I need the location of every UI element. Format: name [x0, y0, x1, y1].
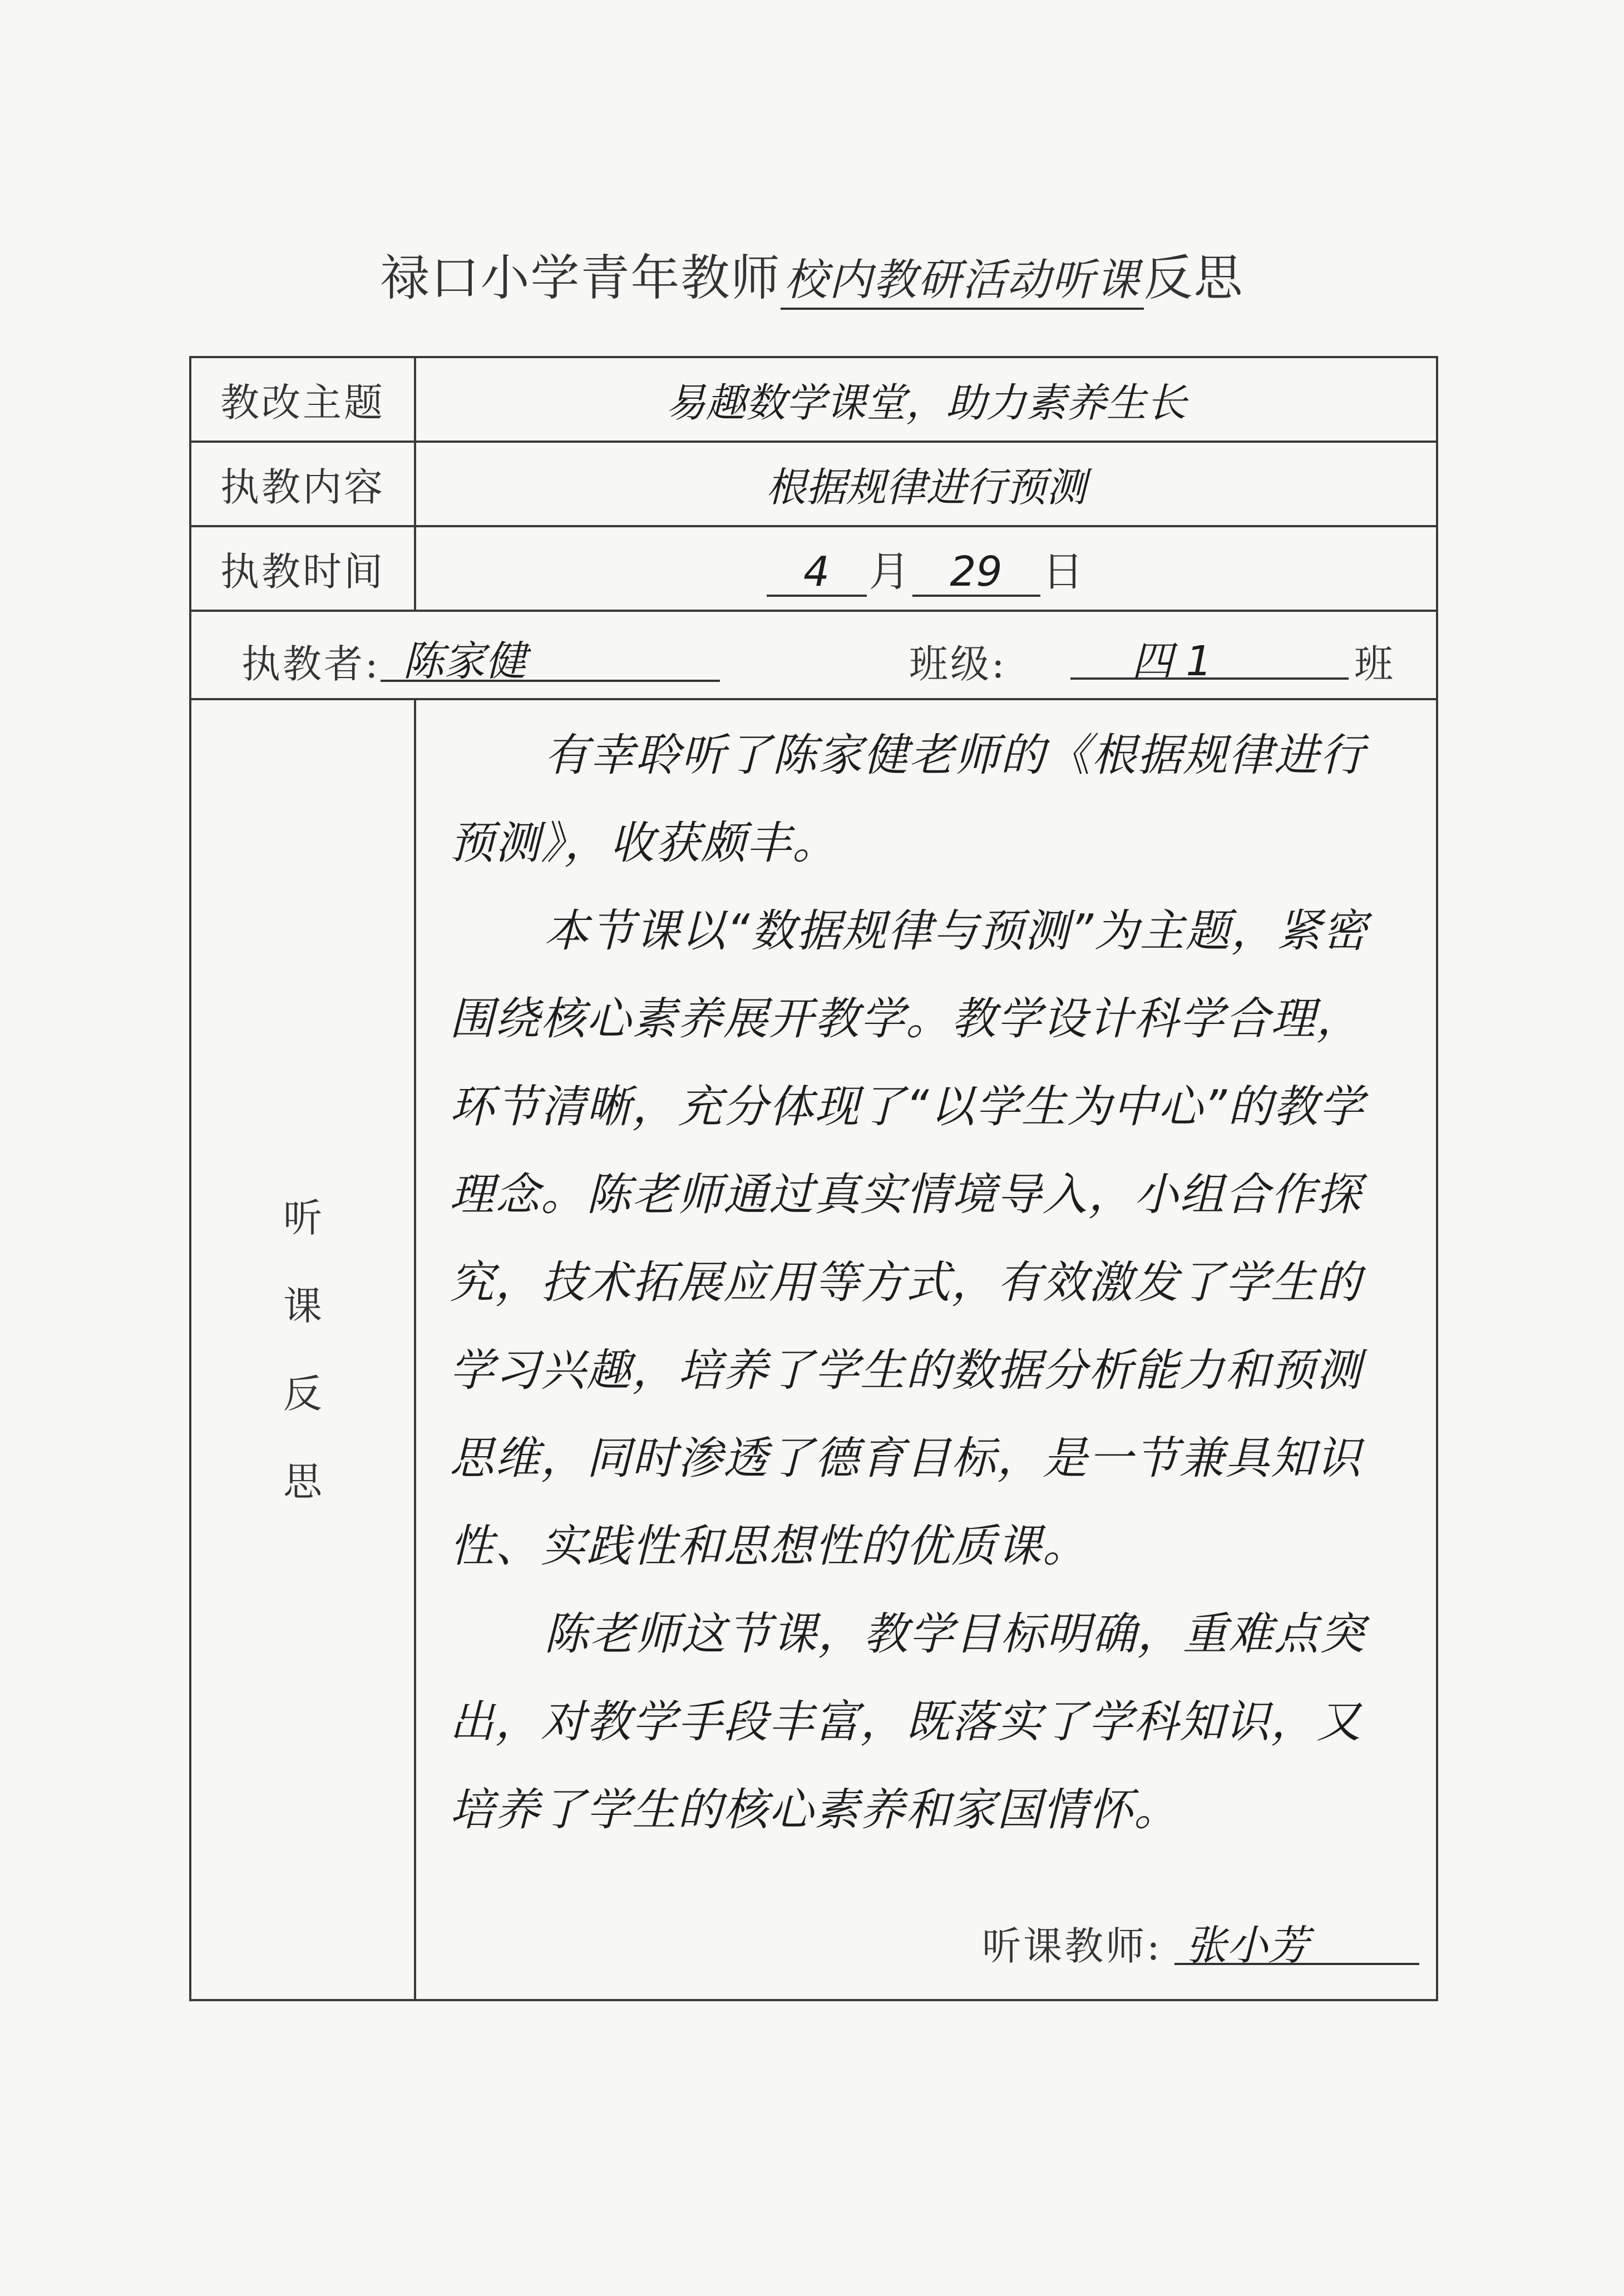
- teaching-time-label: 执教时间: [190, 526, 415, 611]
- row-teaching-content: [190, 442, 1437, 526]
- reflection-form-table: [189, 356, 1438, 2001]
- reflection-paragraph: 有幸聆听了陈家健老师的《根据规律进行预测》，收获颇丰。: [450, 729, 1365, 869]
- title-prefix: 禄口小学青年教师: [380, 249, 781, 306]
- class-value: 四 1: [1070, 629, 1349, 680]
- observer-value: 张小芳: [1174, 1913, 1419, 1965]
- teaching-content-label: 执教内容: [190, 442, 415, 526]
- month-value: 4: [767, 548, 867, 597]
- teaching-time-value: [415, 526, 1437, 611]
- reflection-paragraph: 陈老师这节课，教学目标明确，重难点突出，对教学手段丰富，既落实了学科知识，又培养了学生的核心素养和家国情怀。: [450, 1608, 1365, 1835]
- reflection-label-char: 反: [283, 1370, 322, 1417]
- row-teaching-time: [190, 526, 1437, 611]
- teacher-value: 陈家健: [381, 629, 720, 682]
- reflection-paragraph: 本节课以“数据规律与预测”为主题，紧密围绕核心素养展开教学。教学设计科学合理，环节清晰，充分体现了“以学生为中心”的教学理念。陈老师通过真实情境导入，小组合作探究，技术拓展应用等方式，有效激发了学生的学习兴趣，培养了学生的数据分析能力和预测思维，同时渗透了德育目标，是一节兼具知识性、实践性和思想性的优质课。: [450, 905, 1368, 1572]
- observer-label: 听课教师:: [982, 1923, 1162, 1969]
- teacher-class-cell: [190, 611, 1437, 699]
- reform-theme-value: 易趣数学课堂，助力素养生长: [415, 357, 1437, 442]
- class-suffix: 班: [1354, 641, 1393, 687]
- row-reflection: [190, 699, 1437, 2000]
- reflection-label-char: 思: [283, 1458, 322, 1505]
- document-title: [0, 239, 1624, 310]
- observer-signature: [982, 1913, 1419, 1971]
- row-teacher-class: [190, 611, 1437, 699]
- day-unit: 日: [1042, 548, 1084, 596]
- day-value: 29: [912, 548, 1040, 597]
- reform-theme-label: 教改主题: [190, 357, 415, 442]
- class-label: 班级:: [909, 641, 1007, 687]
- row-reform-theme: [190, 357, 1437, 442]
- reflection-label: [190, 699, 415, 2000]
- teaching-content-value: 根据规律进行预测: [415, 442, 1437, 526]
- title-handwritten-fill: 校内教研活动听课: [781, 245, 1143, 310]
- teacher-label: 执教者:: [241, 641, 381, 687]
- title-suffix: 反思: [1143, 249, 1244, 306]
- reflection-content-cell: [415, 699, 1437, 2000]
- reflection-label-char: 课: [283, 1283, 322, 1329]
- reflection-label-char: 听: [283, 1195, 322, 1241]
- month-unit: 月: [868, 548, 910, 596]
- reflection-text: [450, 711, 1406, 1854]
